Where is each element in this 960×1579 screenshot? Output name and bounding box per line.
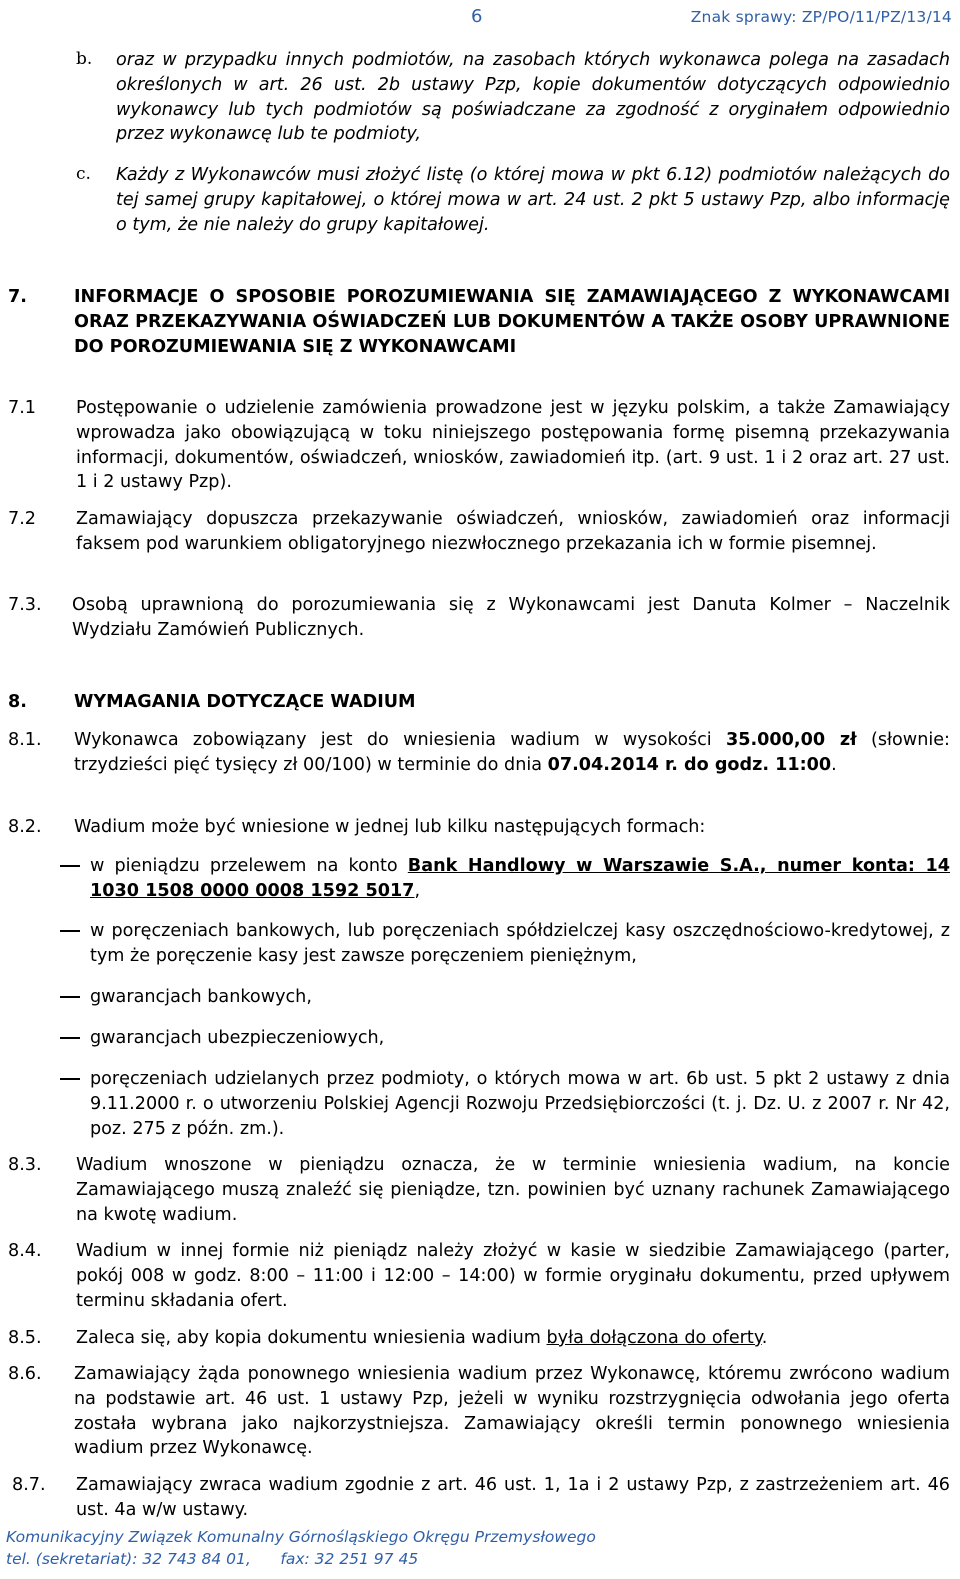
section-8-title: WYMAGANIA DOTYCZĄCE WADIUM [74, 692, 416, 712]
paragraph-8-7-text: Zamawiający zwraca wadium zgodnie z art. 46 ust. 1, 1a i 2 ustawy Pzp, z zastrzeżeniem art. 46 ust. 4a w/w ustawy. [76, 1475, 950, 1520]
paragraph-8-6-text: Zamawiający żąda ponownego wniesienia wadium przez Wykonawcę, któremu zwrócono wadium na podstawie art. 46 ust. 1 ustawy Pzp, jeżeli w wyniku rozstrzygnięcia odwołania jego oferta została wybrana jako najkorzystniejsza. Zamawiający określi termin ponownego wniesienia wadium przez Wykonawcę. [74, 1364, 950, 1459]
item-c-label: c. [76, 164, 91, 184]
dash-bullet [60, 930, 80, 932]
paragraph-8-1-text-b: (słownie: trzydzieści pięć tysięcy zł 00/100) w terminie do dnia [74, 730, 950, 775]
paragraph-7-2-label: 7.2 [8, 509, 36, 529]
footer-organization: Komunikacyjny Związek Komunalny Górnośląskiego Okręgu Przemysłowego [6, 1528, 596, 1546]
form-item-insurance-guarantee-text: gwarancjach ubezpieczeniowych, [90, 1028, 385, 1048]
paragraph-8-2-text: Wadium może być wniesione w jednej lub kilku następujących formach: [74, 817, 706, 837]
case-reference: Znak sprawy: ZP/PO/11/PZ/13/14 [690, 8, 952, 26]
paragraph-8-2-label: 8.2. [8, 817, 42, 837]
dash-bullet [60, 1078, 80, 1080]
page-footer [6, 1526, 946, 1570]
page-number: 6 [471, 6, 483, 27]
paragraph-8-1-text [74, 728, 950, 778]
paragraph-8-1-label: 8.1. [8, 730, 42, 750]
form-item-parp-surety-text: poręczeniach udzielanych przez podmioty, o których mowa w art. 6b ust. 5 pkt 2 ustawy z dnia 9.11.2000 r. o utworzeniu Polskiej Agencji Rozwoju Przedsiębiorczości (t. j. Dz. U. z 2007 r. Nr 42, poz. 275 z późn. zm.). [90, 1069, 950, 1139]
wadium-amount: 35.000,00 zł [726, 730, 857, 750]
paragraph-7-3-label: 7.3. [8, 595, 42, 615]
paragraph-8-3-text: Wadium wnoszone w pieniądzu oznacza, że w terminie wniesienia wadium, na koncie Zamawiającego muszą znaleźć się pieniądze, tzn. powinien być uznany rachunek Zamawiającego na kwotę wadium. [76, 1155, 950, 1225]
paragraph-8-5-underlined: była dołączona do oferty [546, 1328, 762, 1348]
section-7-title: INFORMACJE O SPOSOBIE POROZUMIEWANIA SIĘ ZAMAWIAJĄCEGO Z WYKONAWCAMI ORAZ PRZEKAZYWANIA OŚWIADCZEŃ LUB DOKUMENTÓW A TAKŻE OSOBY UPRAWNIONE DO POROZUMIEWANIA SIĘ Z WYKONAWCAMI [74, 287, 950, 357]
dash-bullet [60, 996, 80, 998]
paragraph-8-4-label: 8.4. [8, 1241, 42, 1261]
section-8-number: 8. [8, 692, 27, 712]
form-item-bank-surety-text: w poręczeniach bankowych, lub poręczeniach spółdzielczej kasy oszczędnościowo-kredytowej, z tym że poręczenie kasy jest zawsze poręczeniem pieniężnym, [90, 921, 950, 966]
item-b-text: oraz w przypadku innych podmiotów, na zasobach których wykonawca polega na zasadach określonych w art. 26 ust. 2b ustawy Pzp, kopie dokumentów dotyczących odpowiednio wykonawcy lub tych podmiotów są poświadczane za zgodność z oryginałem odpowiednio przez wykonawcę lub te podmioty, [116, 50, 950, 145]
paragraph-8-5-label: 8.5. [8, 1328, 42, 1348]
paragraph-8-6-label: 8.6. [8, 1364, 42, 1384]
paragraph-8-5-text-b: . [761, 1328, 768, 1348]
section-7-number: 7. [8, 287, 27, 307]
wadium-deadline: 07.04.2014 r. do godz. 11:00 [547, 754, 832, 775]
form-item-cash-text [90, 854, 950, 904]
paragraph-8-1-text-c: . [831, 754, 837, 775]
paragraph-7-2-text: Zamawiający dopuszcza przekazywanie oświadczeń, wniosków, zawiadomień oraz informacji faksem pod warunkiem obligatoryjnego niezwłocznego przekazania ich w formie pisemnej. [76, 509, 950, 554]
paragraph-7-1-label: 7.1 [8, 398, 36, 418]
item-b-label: b. [76, 49, 93, 69]
form-item-cash-text-a: w pieniądzu przelewem na konto [90, 856, 408, 876]
paragraph-8-4-text: Wadium w innej formie niż pieniądz należy złożyć w kasie w siedzibie Zamawiającego (parter, pokój 008 w godz. 8:00 – 11:00 i 12:00 – 14:00) w formie oryginału dokumentu, przed upływem terminu składania ofert. [76, 1241, 950, 1311]
footer-contact: tel. (sekretariat): 32 743 84 01, fax: 32 251 97 45 [6, 1550, 419, 1568]
bank-account: Bank Handlowy w Warszawie S.A., numer konta: 14 1030 1508 0000 0008 1592 5017 [90, 856, 951, 901]
paragraph-8-1-text-a: Wykonawca zobowiązany jest do wniesienia wadium w wysokości [74, 730, 727, 750]
form-item-bank-guarantee-text: gwarancjach bankowych, [90, 987, 312, 1007]
paragraph-8-3-label: 8.3. [8, 1155, 42, 1175]
page-header [0, 4, 960, 28]
form-item-cash-text-c: , [414, 880, 421, 901]
paragraph-7-3-text: Osobą uprawnioną do porozumiewania się z Wykonawcami jest Danuta Kolmer – Naczelnik Wydziału Zamówień Publicznych. [72, 595, 950, 640]
dash-bullet [60, 865, 80, 867]
paragraph-8-5-text [76, 1326, 950, 1351]
paragraph-7-1-text: Postępowanie o udzielenie zamówienia prowadzone jest w języku polskim, a także Zamawiający wprowadza jako obowiązującą w toku niniejszego postępowania formę pisemną przekazywania informacji, dokumentów, oświadczeń, wniosków, zawiadomień itp. (art. 9 ust. 1 i 2 oraz art. 27 ust. 1 i 2 ustawy Pzp). [76, 398, 950, 493]
paragraph-8-7-label: 8.7. [12, 1475, 46, 1495]
item-c-text: Każdy z Wykonawców musi złożyć listę (o której mowa w pkt 6.12) podmiotów należących do tej samej grupy kapitałowej, o której mowa w art. 24 ust. 2 pkt 5 ustawy Pzp, albo informację o tym, że nie należy do grupy kapitałowej. [116, 165, 950, 235]
paragraph-8-5-text-a: Zaleca się, aby kopia dokumentu wniesienia wadium [76, 1328, 547, 1348]
dash-bullet [60, 1037, 80, 1039]
